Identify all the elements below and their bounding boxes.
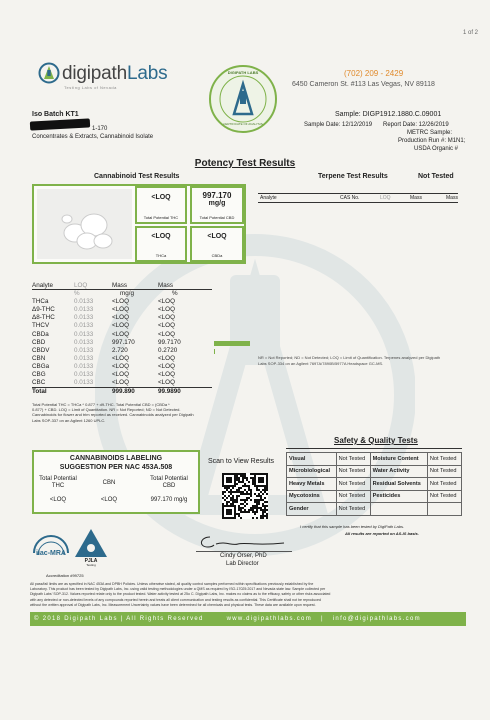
labeling-col3-value: 997.170 mg/g — [150, 497, 188, 503]
analyte-name: CBGa — [32, 362, 50, 370]
labeling-col1-value: <LOQ — [49, 497, 67, 503]
safety-rule — [286, 448, 462, 449]
analyte-table — [32, 282, 212, 396]
analyte-pct: 99.7170 — [158, 338, 181, 346]
qr-code-icon[interactable] — [222, 473, 268, 519]
safety-test-name — [370, 503, 427, 516]
analyte-loq: 0.0133 — [74, 298, 94, 306]
analyte-loq: 0.0133 — [74, 322, 94, 330]
total-label: Total — [32, 388, 47, 396]
report-date: Report Date: 12/26/2019 — [383, 122, 449, 128]
table-row — [32, 306, 212, 314]
safety-title: Safety & Quality Tests — [334, 436, 418, 445]
table-row — [32, 339, 212, 347]
analyte-loq: 0.0133 — [74, 362, 94, 370]
footer-website[interactable]: www.digipathlabs.com — [226, 616, 312, 622]
safety-test-name: Visual — [287, 453, 337, 466]
unit-analyte — [32, 290, 74, 298]
analyte-loq: 0.0133 — [74, 314, 94, 322]
safety-table — [286, 452, 462, 516]
analyte-name: CBDa — [32, 330, 49, 338]
analyte-loq: 0.0133 — [74, 379, 94, 387]
table-row — [32, 355, 212, 363]
analyte-name: CBN — [32, 354, 46, 362]
terpene-col-loq: LOQ — [380, 195, 391, 201]
ilac-mra-logo-icon — [30, 531, 72, 571]
unit-mg: mg/g — [120, 290, 134, 298]
analyte-pct: <LOQ — [158, 379, 175, 387]
table-row — [32, 347, 212, 355]
footer-email[interactable]: info@digipathlabs.com — [332, 616, 421, 622]
safety-test-name: Gender — [287, 503, 337, 516]
sample-id: Sample: DIGP1912.1880.C.09001 — [335, 111, 442, 118]
analyte-mg: <LOQ — [112, 362, 129, 370]
brand-tagline: Testing Labs of Nevada — [64, 85, 117, 90]
table-row — [32, 363, 212, 371]
signer-title: Lab Director — [226, 561, 259, 567]
analyte-mg: 2.720 — [112, 346, 128, 354]
labeling-suggestion-box — [32, 450, 200, 514]
analyte-name: CBG — [32, 371, 46, 379]
analyte-mg: <LOQ — [112, 306, 129, 314]
contact-phone: (702) 209 - 2429 — [344, 69, 404, 78]
labeling-title-1: CANNABINOIDS LABELING — [69, 455, 163, 462]
analyte-pct: <LOQ — [158, 322, 175, 330]
analyte-loq: 0.0133 — [74, 330, 94, 338]
safety-test-status — [427, 503, 461, 516]
thca-label: THCa — [155, 253, 167, 258]
labeling-title-2: SUGGESTION PER NAC 453A.508 — [59, 464, 173, 471]
col-mass-mg: Mass — [112, 282, 128, 289]
note-line: Labs SOP-337 on an Agilent 1260 UPLC. — [32, 417, 106, 423]
safety-test-status: Not Tested — [427, 478, 461, 491]
total-thc-box — [135, 186, 187, 224]
table-row — [287, 465, 462, 478]
safety-test-name: Heavy Metals — [287, 478, 337, 491]
analyte-loq: 0.0133 — [74, 338, 94, 346]
analyte-pct: <LOQ — [158, 306, 175, 314]
analyte-unit-row — [32, 290, 212, 298]
lot-number: 1-170 — [92, 126, 108, 132]
table-row — [287, 490, 462, 503]
total-thc-value: <LOQ — [151, 194, 171, 201]
safety-test-status: Not Tested — [336, 503, 370, 516]
disclaimer-line: Laboratory. This product has been tested by Digipath Labs, Inc. using valid testing methodologies under a QMS as required by ISO-17025:2017 and Nevada state law. Sample collected per — [30, 587, 326, 592]
analyte-mg: <LOQ — [112, 379, 129, 387]
col-mass-pct: Mass — [158, 282, 174, 289]
analyte-pct: <LOQ — [158, 354, 175, 362]
total-loq — [74, 388, 112, 397]
safety-test-name: Moisture Content — [370, 453, 427, 466]
analyte-mg: <LOQ — [112, 298, 129, 306]
analyte-pct: 0.2720 — [158, 346, 178, 354]
total-cbd-unit: mg/g — [208, 200, 226, 207]
pjla-logo-icon — [74, 528, 108, 566]
certificate-seal-icon — [208, 64, 278, 134]
total-thc-label: Total Potential THC — [143, 215, 179, 220]
signature-line — [196, 551, 292, 552]
sample-date: Sample Date: 12/12/2019 — [304, 122, 373, 128]
safety-test-status: Not Tested — [427, 490, 461, 503]
disclaimer — [30, 582, 466, 608]
terpene-status: Not Tested — [418, 173, 454, 180]
cannabinoid-heading: Cannabinoid Test Results — [94, 173, 180, 180]
total-mg: 999.890 — [112, 388, 135, 396]
pjla-sub-label: Testing — [86, 563, 96, 567]
signer-name: Cindy Orser, PhD — [220, 553, 267, 559]
redaction-mark — [30, 118, 90, 130]
footer-bar: © 2018 Digipath Labs | All Rights Reserved www.digipathlabs.com | info@digipathlabs.com — [30, 612, 466, 626]
safety-test-status: Not Tested — [427, 453, 461, 466]
potency-title: Potency Test Results — [194, 158, 296, 169]
seal-top-text: DIGIPATH LABS — [227, 70, 259, 75]
table-row — [287, 478, 462, 491]
disclaimer-line: with any detected or non-detected levels of any compounds reported herein and treats all client communication and testing results as confidential. This Certificate shall not be reproduced — [30, 597, 321, 602]
note-line: 0.877) + CBD. LOQ = Limit of Quantitation. NR = Not Reported; ND = Not Detected. — [32, 407, 181, 413]
analyte-header-row — [32, 282, 212, 290]
analyte-mg: <LOQ — [112, 371, 129, 379]
table-row — [287, 503, 462, 516]
analyte-loq: 0.0133 — [74, 371, 94, 379]
analyte-name: THCV — [32, 322, 50, 330]
disclaimer-line: without the written approval of Digipath Labs, Inc. Measurement Uncertainty values have been determined for all chemicals and physical tests. These data are available upon request. — [30, 602, 316, 607]
terpene-header-rule-bottom — [258, 202, 458, 203]
cbda-box — [190, 226, 244, 262]
analyte-mg: <LOQ — [112, 330, 129, 338]
table-row — [32, 371, 212, 379]
unit-pct: % — [172, 290, 178, 298]
certify-line-2: All results are reported on AS-IS basis. — [345, 531, 419, 536]
table-row — [32, 331, 212, 339]
cbda-value: <LOQ — [207, 233, 227, 240]
terpene-col-analyte: Analyte — [260, 195, 277, 201]
footer-copyright: © 2018 Digipath Labs | All Rights Reserved — [34, 616, 204, 622]
labeling-col1-label-line: Total Potential — [39, 476, 77, 482]
batch-name: Iso Batch KT1 — [32, 111, 79, 118]
analyte-total-row — [32, 388, 212, 397]
accreditation-number: Accreditation #99725 — [46, 573, 84, 578]
table-row — [32, 379, 212, 388]
analyte-mg: <LOQ — [112, 322, 129, 330]
col-analyte: Analyte — [32, 282, 54, 289]
cannabinoid-notes — [32, 402, 194, 423]
analyte-loq: 0.0133 — [74, 354, 94, 362]
analyte-mg: <LOQ — [112, 354, 129, 362]
certify-line-1: I certify that this sample has been tested by DigiPath Labs. — [300, 524, 405, 529]
analyte-mg: 997.170 — [112, 338, 135, 346]
total-cbd-label: Total Potential CBD — [199, 215, 235, 220]
analyte-pct: <LOQ — [158, 362, 175, 370]
note-line: Total Potential THC = THCa * 0.877 + d9-THC. Total Potential CBD = (CBDa * — [32, 402, 170, 407]
analyte-name: Δ9-THC — [32, 306, 55, 314]
safety-test-status: Not Tested — [336, 465, 370, 478]
labeling-col1-label-line: THC — [51, 483, 65, 489]
metrc-sample: METRC Sample: — [407, 130, 453, 136]
note-line: Cannabinoids for flower and trim reported as received. Cannabinoids analyzed per Digipath — [32, 412, 194, 418]
potency-bar — [214, 349, 215, 354]
safety-test-status: Not Tested — [336, 490, 370, 503]
brand-wordmark: digipathLabs — [62, 63, 168, 84]
col-loq: LOQ — [74, 282, 88, 289]
terpene-col-mass1: Mass — [410, 195, 422, 201]
labeling-col3-label — [142, 476, 196, 490]
scan-label: Scan to View Results — [208, 458, 275, 465]
disclaimer-line: All pass/fail limits are as specified in NAC 453A and DPBH Policies. Unless otherwise stated, all quality control samples performed within specifications previously established by the — [30, 582, 314, 586]
labeling-col3-label-line: CBD — [162, 483, 176, 489]
terpene-heading: Terpene Test Results — [318, 173, 388, 180]
thca-box — [135, 226, 187, 262]
labeling-col2-label: CBN — [102, 480, 116, 486]
analyte-pct: <LOQ — [158, 314, 175, 322]
safety-test-status: Not Tested — [336, 453, 370, 466]
terpene-col-mass2: Mass — [446, 195, 458, 201]
safety-test-name: Microbiological — [287, 465, 337, 478]
analyte-name: THCa — [32, 298, 49, 306]
analyte-pct: <LOQ — [158, 371, 175, 379]
analyte-mg: <LOQ — [112, 314, 129, 322]
pjla-label: PJLA — [84, 558, 98, 564]
labeling-col1-label — [36, 476, 80, 490]
analyte-pct: <LOQ — [158, 330, 175, 338]
safety-test-name: Residual Solvents — [370, 478, 427, 491]
ilac-label: ilac-MRA — [36, 550, 66, 557]
total-cbd-box — [190, 186, 244, 224]
seal-bottom-text: CERTIFICATE OF ANALYSIS — [223, 122, 263, 126]
usda-organic: USDA Organic # — [414, 146, 459, 152]
safety-test-status: Not Tested — [336, 478, 370, 491]
digipath-logo-icon — [38, 62, 60, 84]
total-cbd-value: 997.170 — [202, 191, 232, 200]
safety-test-name: Mycotoxins — [287, 490, 337, 503]
sample-photo — [37, 189, 132, 259]
analyte-name: CBDV — [32, 346, 50, 354]
labeling-col3-label-line: Total Potential — [150, 476, 188, 482]
terpene-header-rule-top — [258, 193, 458, 194]
table-row — [32, 322, 212, 330]
signature-mark — [196, 533, 288, 551]
total-pct: 99.9890 — [158, 388, 181, 396]
page-number: 1 of 2 — [462, 30, 478, 36]
terpene-col-cas: CAS No. — [340, 195, 360, 201]
cbda-label: CBDa — [211, 253, 223, 258]
disclaimer-line: Digipath Labs' SOP-312. Values reported relate only to the product tested. Water activity tested at 25o C. Digipath Labs, Inc. makes no claims as to the efficacy, safety or other risks associated — [30, 592, 331, 597]
labeling-col2-value: <LOQ — [100, 497, 118, 503]
table-row — [32, 298, 212, 306]
analyte-name: CBC — [32, 379, 46, 387]
table-row — [32, 314, 212, 322]
analyte-loq: 0.0133 — [74, 346, 94, 354]
terpene-footnote: NR = Not Reported; ND = Not Detected; LOQ = Limit of Quantification. Terpenes analyzed per Digipath Labs SOP-334 on an Agilent 7697A/7890B/5977A Headspace GC-MS. — [258, 355, 441, 366]
safety-test-status: Not Tested — [427, 465, 461, 478]
safety-test-name: Pesticides — [370, 490, 427, 503]
table-row — [287, 453, 462, 466]
thca-value: <LOQ — [151, 233, 171, 240]
unit-loq: % — [74, 290, 80, 298]
analyte-name: Δ8-THC — [32, 314, 55, 322]
safety-test-name: Water Activity — [370, 465, 427, 478]
sample-category: Concentrates & Extracts, Cannabinoid Isolate — [32, 134, 154, 140]
analyte-name: CBD — [32, 338, 46, 346]
contact-address: 6450 Cameron St. #113 Las Vegas, NV 89118 — [292, 81, 435, 88]
analyte-loq: 0.0133 — [74, 306, 94, 314]
analyte-pct: <LOQ — [158, 298, 175, 306]
production-run: Production Run #: M1N1; — [398, 138, 466, 144]
potency-bar — [214, 341, 250, 346]
